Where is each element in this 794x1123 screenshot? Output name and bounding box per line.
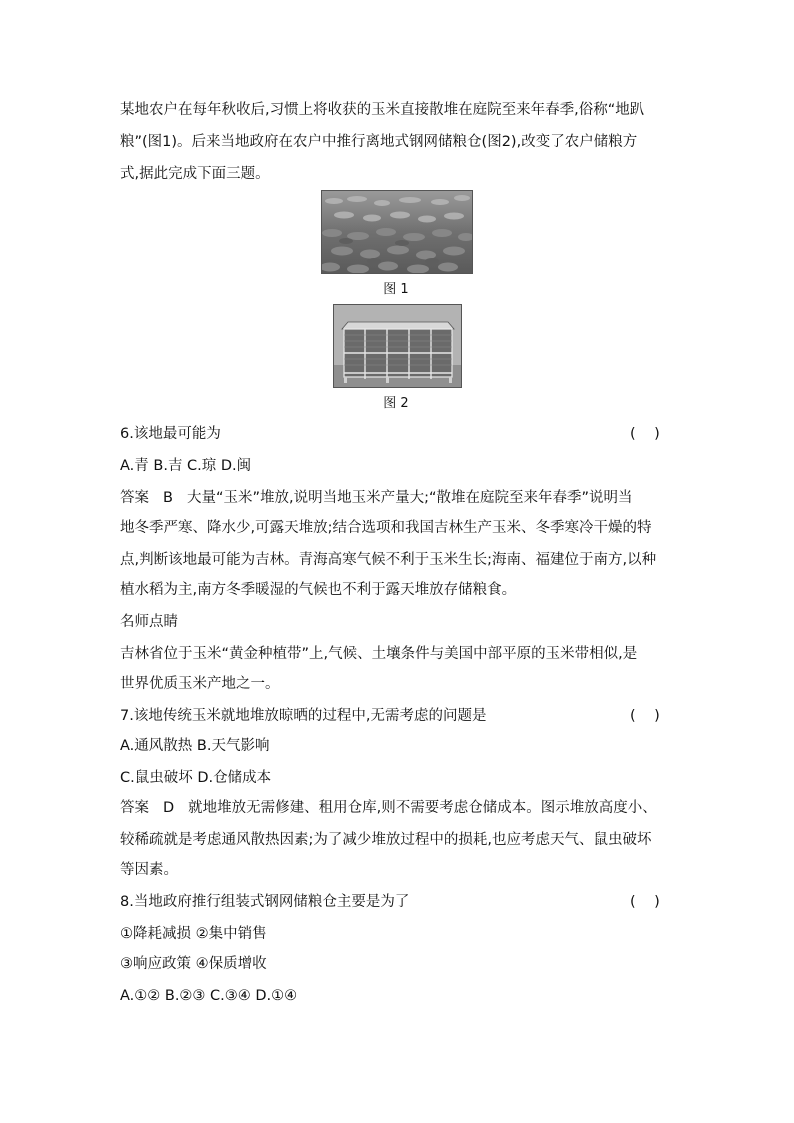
q7-stem: 7.该地传统玉米就地堆放晾晒的过程中,无需考虑的问题是 <box>120 708 487 724</box>
q6-stem: 6.该地最可能为 <box>120 426 221 442</box>
intro-line-3: 式,据此完成下面三题。 <box>120 166 270 182</box>
q8-options: A.①② B.②③ C.③④ D.①④ <box>120 988 298 1004</box>
q7-explain-1: 就地堆放无需修建、租用仓库,则不需要考虑仓储成本。图示堆放高度小、 <box>188 800 657 816</box>
corn-pile-image <box>322 191 472 273</box>
q7-options-1: A.通风散热 B.天气影响 <box>120 738 270 754</box>
figure-2-granary-photo <box>333 304 462 388</box>
figure-2-caption: 图 2 <box>383 396 409 411</box>
q7-answer-blank: ( ) <box>630 708 660 724</box>
q6-answer-line-1 <box>120 488 680 508</box>
q7-answer-line-1 <box>120 798 680 818</box>
q6-answer-key: B <box>163 490 173 506</box>
q7-answer-key: D <box>163 800 175 816</box>
q6-options: A.青 B.吉 C.琼 D.闽 <box>120 458 252 474</box>
figure-1-caption: 图 1 <box>383 282 409 297</box>
q6-explain-4: 植水稻为主,南方冬季暖湿的气候也不利于露天堆放存储粮食。 <box>120 582 517 598</box>
q7-explain-2: 较稀疏就是考虑通风散热因素;为了减少堆放过程中的损耗,也应考虑天气、鼠虫破坏 <box>120 832 652 848</box>
q8-answer-blank: ( ) <box>630 894 660 910</box>
intro-line-2: 粮”(图1)。后来当地政府在农户中推行离地式钢网储粮仓(图2),改变了农户储粮方 <box>120 134 638 150</box>
q6-answer-blank: ( ) <box>630 426 660 442</box>
granary-image <box>334 305 461 387</box>
figure-1-corn-pile-photo <box>321 190 473 274</box>
q8-items-1: ①降耗减损 ②集中销售 <box>120 926 267 942</box>
q6-tip-line-2: 世界优质玉米产地之一。 <box>120 676 280 692</box>
q8-items-2: ③响应政策 ④保质增收 <box>120 956 267 972</box>
q6-tip-title: 名师点睛 <box>120 614 178 630</box>
q6-explain-2: 地冬季严寒、降水少,可露天堆放;结合选项和我国吉林生产玉米、冬季寒冷干燥的特 <box>120 520 652 536</box>
q7-explain-3: 等因素。 <box>120 862 178 878</box>
q6-tip-line-1: 吉林省位于玉米“黄金种植带”上,气候、土壤条件与美国中部平原的玉米带相似,是 <box>120 646 638 662</box>
q6-explain-1: 大量“玉米”堆放,说明当地玉米产量大;“散堆在庭院至来年春季”说明当 <box>186 490 633 506</box>
intro-line-1: 某地农户在每年秋收后,习惯上将收获的玉米直接散堆在庭院至来年春季,俗称“地趴 <box>120 102 645 118</box>
q8-stem: 8.当地政府推行组装式钢网储粮仓主要是为了 <box>120 894 410 910</box>
q6-explain-3: 点,判断该地最可能为吉林。青海高寒气候不利于玉米生长;海南、福建位于南方,以种 <box>120 552 657 568</box>
q6-answer-label: 答案 <box>120 490 149 506</box>
q7-answer-label: 答案 <box>120 800 149 816</box>
q7-options-2: C.鼠虫破坏 D.仓储成本 <box>120 770 272 786</box>
